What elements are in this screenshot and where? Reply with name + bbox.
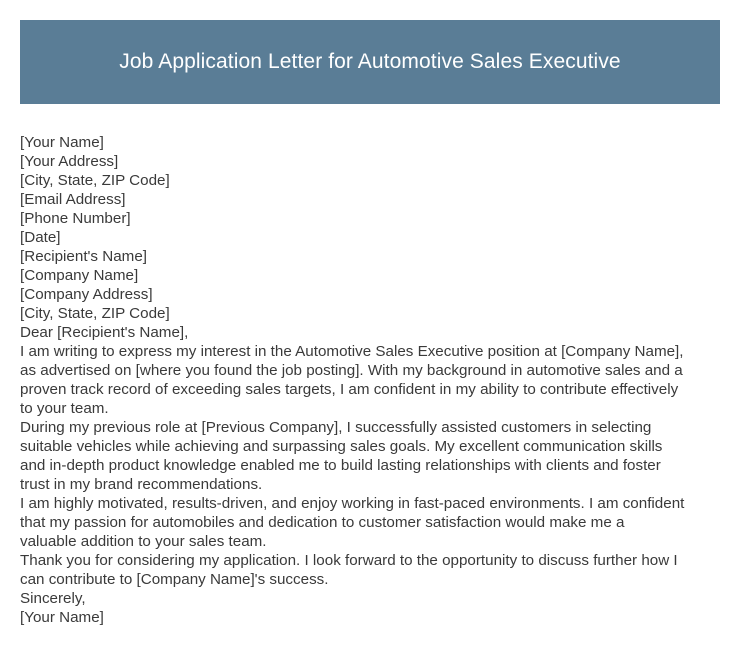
paragraph-experience <box>20 418 726 494</box>
sender-name: [Your Name] <box>20 134 104 151</box>
paragraph-line: as advertised on [where you found the job posting]. With my background in automotive sales and a <box>20 362 683 379</box>
page-title: Job Application Letter for Automotive Sales Executive <box>119 49 621 73</box>
paragraph-line: During my previous role at [Previous Company], I successfully assisted customers in selecting <box>20 419 652 436</box>
paragraph-thanks <box>20 551 726 589</box>
sender-block <box>20 133 726 247</box>
paragraph-line: suitable vehicles while achieving and surpassing sales goals. My excellent communication skills <box>20 438 663 455</box>
letter-header <box>20 20 720 104</box>
sender-email: [Email Address] <box>20 191 126 208</box>
signature: [Your Name] <box>20 609 104 626</box>
paragraph-line: proven track record of exceeding sales targets, I am confident in my ability to contribute effectively <box>20 381 679 398</box>
recipient-city-state-zip: [City, State, ZIP Code] <box>20 305 170 322</box>
paragraph-line: Thank you for considering my application. I look forward to the opportunity to discuss further how I <box>20 552 678 569</box>
paragraph-line: and in-depth product knowledge enabled me to build lasting relationships with clients and foster <box>20 457 661 474</box>
salutation: Dear [Recipient's Name], <box>20 324 189 341</box>
paragraph-line: can contribute to [Company Name]'s success. <box>20 571 329 588</box>
paragraph-motivation <box>20 494 726 551</box>
paragraph-line: I am highly motivated, results-driven, and enjoy working in fast-paced environments. I am confident <box>20 495 685 512</box>
sender-phone: [Phone Number] <box>20 210 131 227</box>
paragraph-line: valuable addition to your sales team. <box>20 533 267 550</box>
recipient-address: [Company Address] <box>20 286 153 303</box>
recipient-name: [Recipient's Name] <box>20 248 147 265</box>
closing: Sincerely, <box>20 590 86 607</box>
recipient-block <box>20 247 726 323</box>
paragraph-intro <box>20 342 726 418</box>
paragraph-line: I am writing to express my interest in the Automotive Sales Executive position at [Company Name], <box>20 343 684 360</box>
sender-city-state-zip: [City, State, ZIP Code] <box>20 172 170 189</box>
paragraph-line: to your team. <box>20 400 109 417</box>
paragraph-line: trust in my brand recommendations. <box>20 476 263 493</box>
paragraph-line: that my passion for automobiles and dedication to customer satisfaction would make me a <box>20 514 625 531</box>
letter-body <box>20 133 726 627</box>
sender-address: [Your Address] <box>20 153 119 170</box>
letter-date: [Date] <box>20 229 61 246</box>
recipient-company: [Company Name] <box>20 267 139 284</box>
